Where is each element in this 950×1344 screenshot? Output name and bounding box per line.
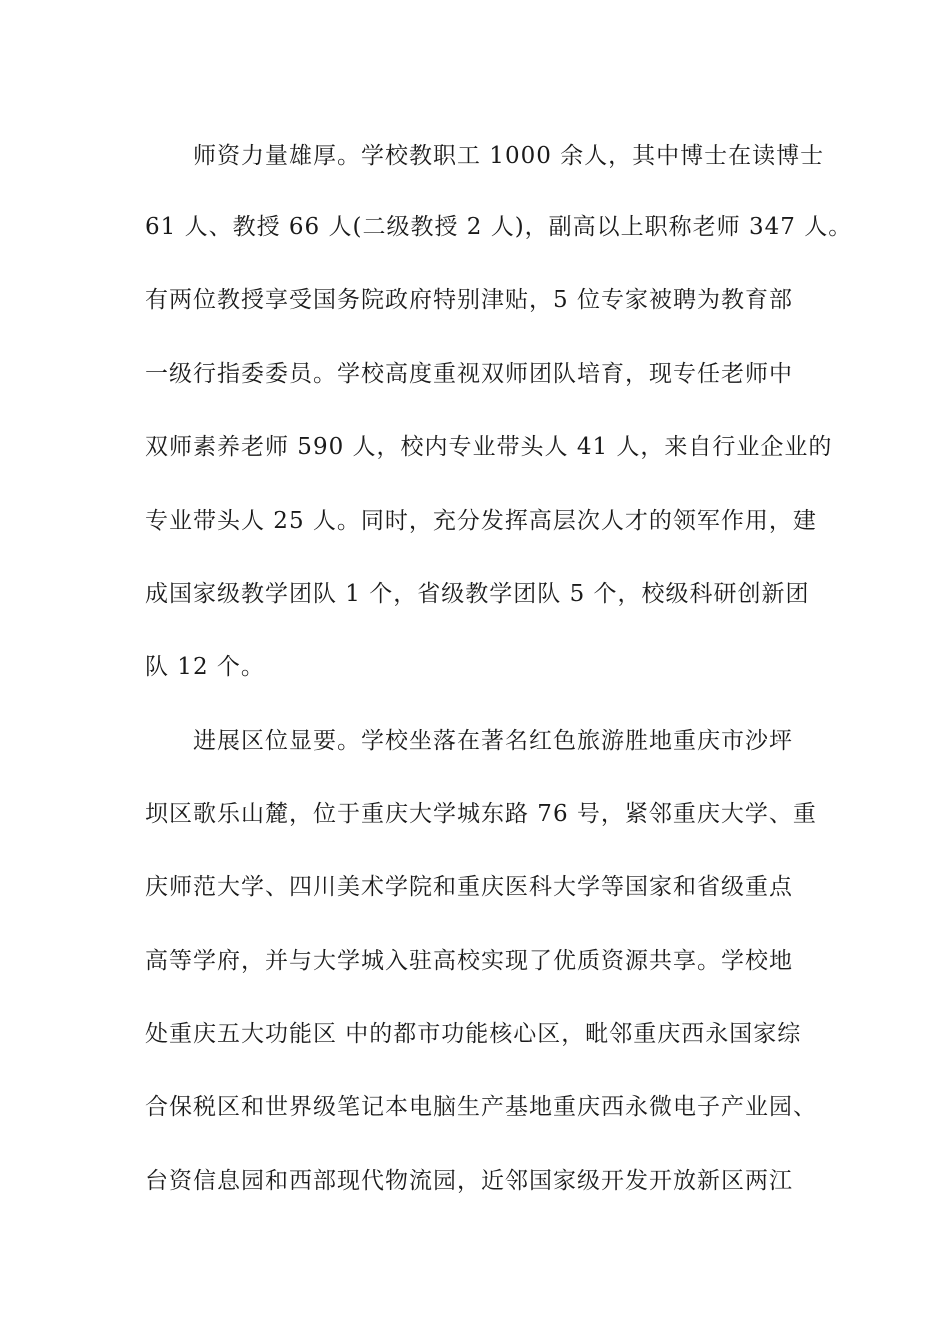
paragraph-1-line-4: 一级行指委委员。学校高度重视双师团队培育，现专任老师中	[145, 361, 793, 387]
paragraph-2-line-1: 进展区位显要。学校坐落在著名红色旅游胜地重庆市沙坪	[193, 728, 793, 754]
paragraph-1-line-3: 有两位教授享受国务院政府特别津贴，5 位专家被聘为教育部	[145, 287, 793, 313]
paragraph-1-line-8: 队 12 个。	[145, 654, 265, 680]
paragraph-1-line-1: 师资力量雄厚。学校教职工 1000 余人，其中博士在读博士	[193, 143, 825, 169]
paragraph-2-line-4: 高等学府，并与大学城入驻高校实现了优质资源共享。学校地	[145, 948, 793, 974]
paragraph-2-line-5: 处重庆五大功能区 中的都市功能核心区，毗邻重庆西永国家综	[145, 1021, 802, 1047]
paragraph-2-line-6: 合保税区和世界级笔记本电脑生产基地重庆西永微电子产业园、	[145, 1094, 817, 1120]
paragraph-1-line-5: 双师素养老师 590 人，校内专业带头人 41 人，来自行业企业的	[145, 434, 833, 460]
paragraph-2-line-2: 坝区歌乐山麓，位于重庆大学城东路 76 号，紧邻重庆大学、重	[145, 801, 817, 827]
paragraph-1-line-6: 专业带头人 25 人。同时，充分发挥高层次人才的领军作用，建	[145, 508, 817, 534]
paragraph-1-line-7: 成国家级教学团队 1 个，省级教学团队 5 个，校级科研创新团	[145, 581, 810, 607]
paragraph-2-line-7: 台资信息园和西部现代物流园，近邻国家级开发开放新区两江	[145, 1168, 793, 1194]
paragraph-1-line-2: 61 人、教授 66 人(二级教授 2 人)，副高以上职称老师 347 人。	[145, 214, 853, 240]
paragraph-2-line-3: 庆师范大学、四川美术学院和重庆医科大学等国家和省级重点	[145, 874, 793, 900]
